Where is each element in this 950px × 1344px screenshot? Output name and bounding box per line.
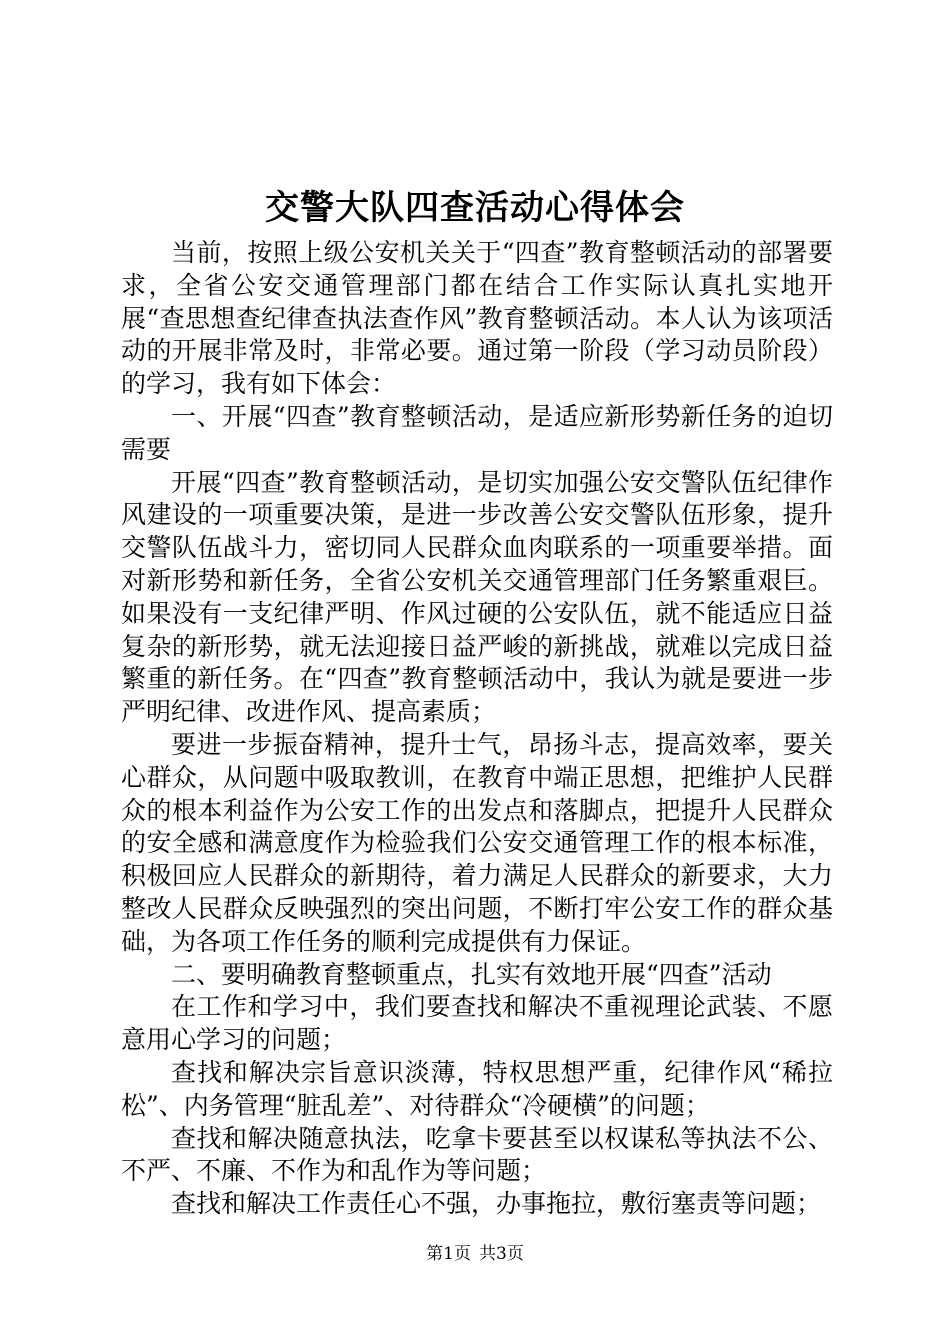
paragraph: 开展“四查”教育整顿活动，是切实加强公安交警队伍纪律作风建设的一项重要决策，是进一步改善公安交警队伍形象，提升交警队伍战斗力，密切同人民群众血肉联系的一项重要举措。面对新形势和新任务，全省公安机关交通管理部门任务繁重艰巨。如果没有一支纪律严明、作风过硬的公安队伍，就不能适应日益复杂的新形势，就无法迎接日益严峻的新挑战，就难以完成日益繁重的新任务。在“四查”教育整顿活动中，我认为就是要进一步严明纪律、改进作风、提高素质；	[121, 467, 833, 727]
paragraph: 查找和解决随意执法，吃拿卡要甚至以权谋私等执法不公、不严、不廉、不作为和乱作为等问题；	[121, 1123, 833, 1186]
document-title: 交警大队四查活动心得体会	[265, 188, 685, 228]
page-number: 第1页	[426, 1244, 471, 1264]
paragraph: 要进一步振奋精神，提升士气，昂扬斗志，提高效率，要关心群众，从问题中吸取教训，在教育中端正思想，把维护人民群众的根本利益作为公安工作的出发点和落脚点，把提升人民群众的安全感和满意度作为检验我们公安交通管理工作的根本标准，积极回应人民群众的新期待，着力满足人民群众的新要求，大力整改人民群众反映强烈的突出问题，不断打牢公安工作的群众基础，为各项工作任务的顺利完成提供有力保证。	[121, 729, 833, 956]
document-body	[121, 237, 833, 1221]
section-heading: 二、要明确教育整顿重点，扎实有效地开展“四查”活动	[171, 959, 772, 989]
paragraph: 查找和解决宗旨意识淡薄，特权思想严重，纪律作风“稀拉松”、内务管理“脏乱差”、对待群众“冷硬横”的问题；	[121, 1057, 833, 1120]
page-total: 共3页	[479, 1244, 524, 1264]
paragraph: 当前，按照上级公安机关关于“四查”教育整顿活动的部署要求，全省公安交通管理部门都在结合工作实际认真扎实地开展“查思想查纪律查执法查作风”教育整顿活动。本人认为该项活动的开展非常及时，非常必要。通过第一阶段（学习动员阶段）的学习，我有如下体会：	[121, 238, 833, 399]
paragraph: 查找和解决工作责任心不强，办事拖拉，敷衍塞责等问题；	[171, 1189, 822, 1219]
page-footer	[0, 1243, 950, 1265]
section-heading: 一、开展“四查”教育整顿活动，是适应新形势新任务的迫切需要	[121, 401, 833, 464]
paragraph: 在工作和学习中，我们要查找和解决不重视理论武装、不愿意用心学习的问题；	[121, 992, 833, 1055]
